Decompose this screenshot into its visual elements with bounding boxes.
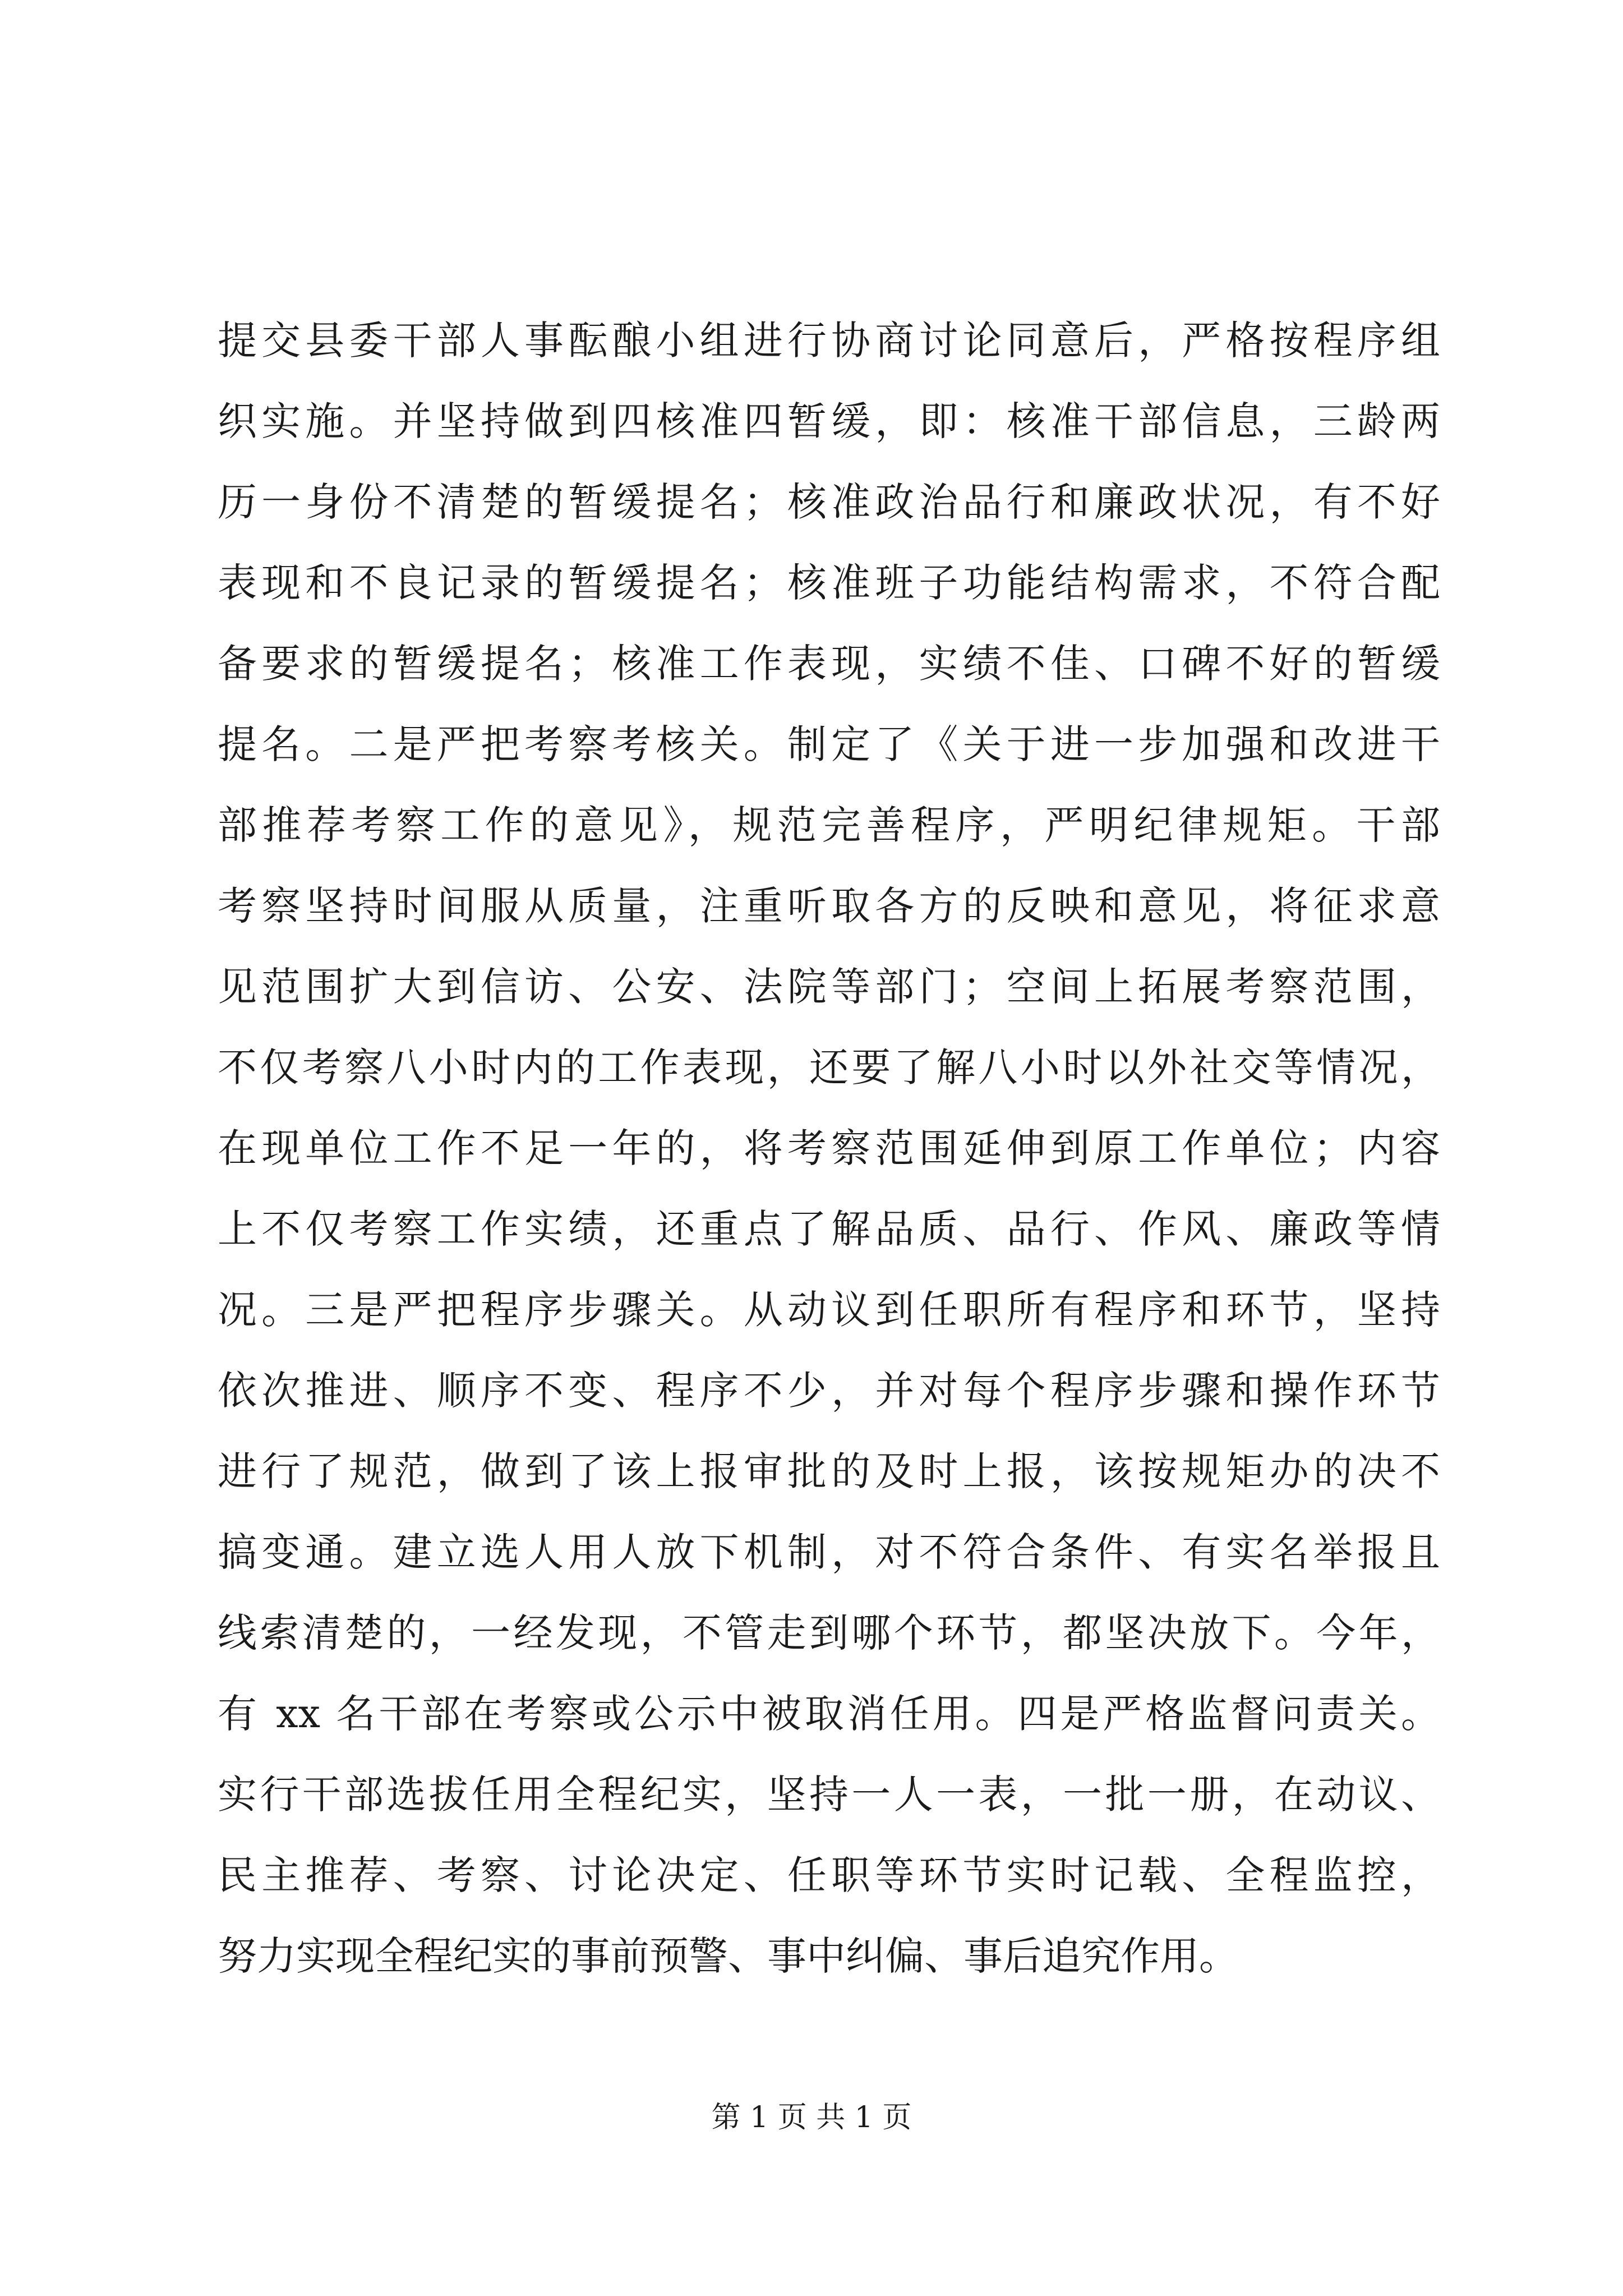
text-line: 考察坚持时间服从质量，注重听取各方的反映和意见，将征求意 — [218, 883, 1440, 929]
body-paragraph — [218, 300, 1440, 1996]
text-line: 表现和不良记录的暂缓提名；核准班子功能结构需求，不符合配 — [218, 560, 1440, 606]
text-line: 提交县委干部人事酝酿小组进行协商讨论同意后，严格按程序组 — [218, 318, 1440, 364]
text-line: 部推荐考察工作的意见》，规范完善程序，严明纪律规矩。干部 — [218, 802, 1440, 848]
text-line: 线索清楚的，一经发现，不管走到哪个环节，都坚决放下。今年， — [218, 1610, 1440, 1656]
text-line: 织实施。并坚持做到四核准四暂缓，即：核准干部信息，三龄两 — [218, 398, 1440, 444]
text-line: 提名。二是严把考察考核关。制定了《关于进一步加强和改进干 — [218, 721, 1440, 767]
page-footer — [0, 2098, 1623, 2137]
text-line: 努力实现全程纪实的事前预警、事中纠偏、事后追究作用。 — [218, 1933, 1238, 1979]
text-line: 实行干部选拔任用全程纪实，坚持一人一表，一批一册，在动议、 — [218, 1772, 1440, 1818]
text-line: 进行了规范，做到了该上报审批的及时上报，该按规矩办的决不 — [218, 1448, 1440, 1494]
text-line: 备要求的暂缓提名；核准工作表现，实绩不佳、口碑不好的暂缓 — [218, 641, 1440, 687]
text-line: 见范围扩大到信访、公安、法院等部门；空间上拓展考察范围， — [218, 964, 1440, 1010]
text-line: 不仅考察八小时内的工作表现，还要了解八小时以外社交等情况， — [218, 1045, 1440, 1091]
text-line: 历一身份不清楚的暂缓提名；核准政治品行和廉政状况，有不好 — [218, 479, 1440, 525]
page-number: 第 1 页 共 1 页 — [711, 2101, 912, 2134]
text-line: 上不仅考察工作实绩，还重点了解品质、品行、作风、廉政等情 — [218, 1206, 1440, 1252]
text-line: 在现单位工作不足一年的，将考察范围延伸到原工作单位；内容 — [218, 1125, 1440, 1171]
text-line: 况。三是严把程序步骤关。从动议到任职所有程序和环节，坚持 — [218, 1287, 1440, 1333]
text-line: 搞变通。建立选人用人放下机制，对不符合条件、有实名举报且 — [218, 1529, 1440, 1575]
text-line: 有 xx 名干部在考察或公示中被取消任用。四是严格监督问责关。 — [218, 1691, 1440, 1737]
text-line: 依次推进、顺序不变、程序不少，并对每个程序步骤和操作环节 — [218, 1368, 1440, 1414]
text-line: 民主推荐、考察、讨论决定、任职等环节实时记载、全程监控， — [218, 1852, 1440, 1898]
